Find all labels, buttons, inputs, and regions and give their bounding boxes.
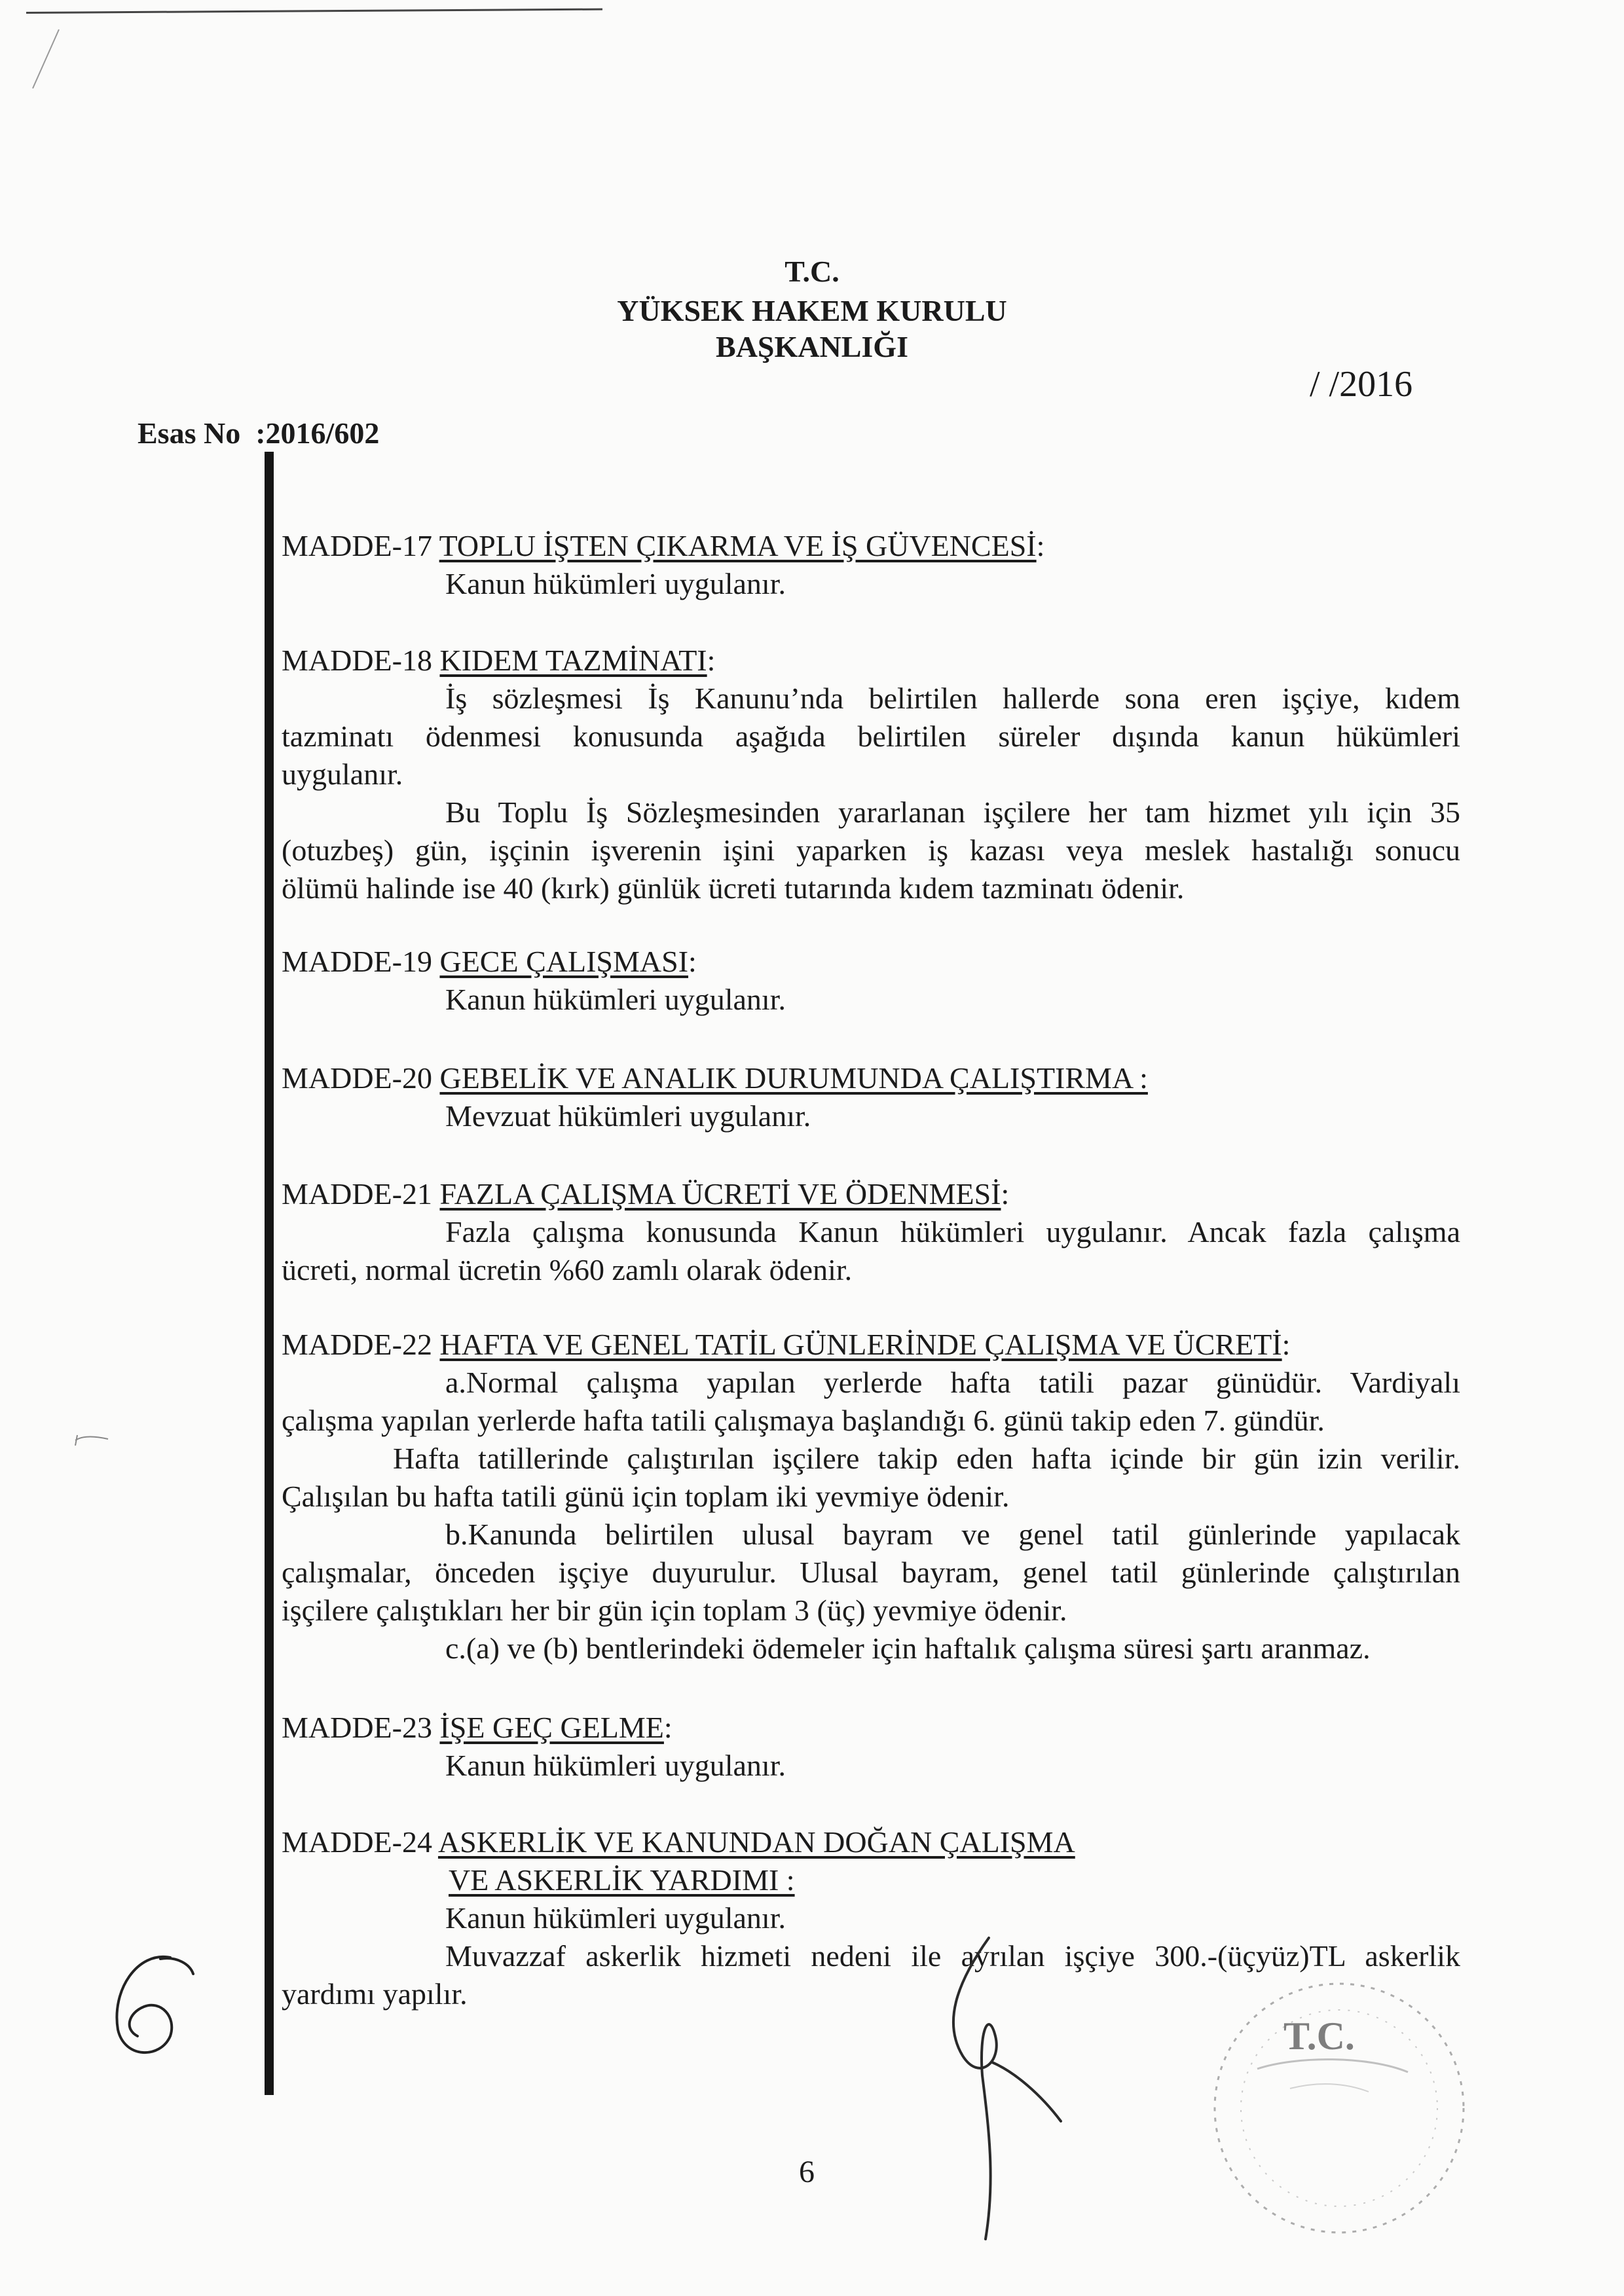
article-text: Kanun hükümleri uygulanır. [445,1901,786,1935]
article-title: ASKERLİK VE KANUNDAN DOĞAN ÇALIŞMA [437,1825,1075,1859]
article-18-heading [282,642,1460,680]
heading-colon: : [1036,529,1045,562]
article-number: MADDE-18 [282,644,432,677]
scan-edge-line [26,9,602,14]
article-number: MADDE-23 [282,1711,432,1744]
article-17-heading [282,527,1460,565]
signature [917,1931,1126,2246]
article-text: Kanun hükümleri uygulanır. [445,983,786,1016]
document-date: / /2016 [1310,364,1413,405]
text-line: a.Normal çalışma yapılan yerlerde hafta tatili pazar günüdür. Vardiyalı [445,1366,1460,1399]
article-title: FAZLA ÇALIŞMA ÜCRETİ VE ÖDENMESİ [439,1177,1001,1211]
article-title: TOPLU İŞTEN ÇIKARMA VE İŞ GÜVENCESİ [439,529,1037,562]
case-number-value: :2016/602 [255,416,380,450]
article-22-heading [282,1326,1460,1364]
margin-scribble [72,1427,111,1453]
article-21 [282,1175,1460,1289]
text-line: tazminatı ödenmesi konusunda aşağıda belirtilen süreler dışında kanun hükümleri [282,720,1460,753]
article-19-heading [282,943,1460,981]
article-text: Kanun hükümleri uygulanır. [445,1749,786,1782]
case-number [138,416,379,450]
header-line-1: T.C. [784,255,840,288]
article-number: MADDE-19 [282,945,432,978]
margin-bar [265,452,274,2095]
heading-colon: : [1001,1177,1010,1211]
heading-colon: : [1282,1328,1291,1361]
text-line: c.(a) ve (b) bentlerindeki ödemeler için haftalık çalışma süresi şartı aranmaz. [445,1631,1371,1665]
header-line-3: BAŞKANLIĞI [716,330,908,363]
article-20 [282,1059,1460,1135]
text-line: b.Kanunda belirtilen ulusal bayram ve genel tatil günlerinde yapılacak [445,1518,1460,1551]
article-text: Mevzuat hükümleri uygulanır. [445,1099,811,1133]
article-number: MADDE-21 [282,1177,432,1211]
text-line: uygulanır. [282,757,403,791]
article-title: GECE ÇALIŞMASI [439,945,689,978]
article-text: Kanun hükümleri uygulanır. [445,567,786,600]
heading-colon: : [707,644,716,677]
article-number: MADDE-22 [282,1328,432,1361]
article-title: İŞE GEÇ GELME [439,1711,664,1744]
article-18 [282,642,1460,907]
text-line: işçilere çalıştıkları her bir gün için toplam 3 (üç) yevmiye ödenir. [282,1594,1067,1627]
header-line-2: YÜKSEK HAKEM KURULU [617,294,1007,327]
text-line: Fazla çalışma konusunda Kanun hükümleri uygulanır. Ancak fazla çalışma [445,1215,1460,1248]
text-line: çalışma yapılan yerlerde hafta tatili çalışmaya başlandığı 6. günü takip eden 7. gündür. [282,1404,1325,1437]
article-number: MADDE-24 [282,1825,432,1859]
article-title: GEBELİK VE ANALIK DURUMUNDA ÇALIŞTIRMA : [439,1061,1148,1095]
text-line: Çalışılan bu hafta tatili günü için toplam iki yevmiye ödenir. [282,1480,1010,1513]
text-line: ölümü halinde ise 40 (kırk) günlük ücreti tutarında kıdem tazminatı ödenir. [282,871,1185,905]
article-19 [282,943,1460,1019]
article-number: MADDE-17 [282,529,432,562]
article-17 [282,527,1460,603]
heading-colon: : [688,945,697,978]
text-line: İş sözleşmesi İş Kanunu’nda belirtilen hallerde sona eren işçiye, kıdem [445,682,1460,715]
official-stamp [1198,1958,1480,2259]
heading-colon: : [663,1711,673,1744]
article-24-heading [282,1823,1460,1861]
stamp-text: T.C. [1283,2014,1355,2058]
text-line: Hafta tatillerinde çalıştırılan işçilere takip eden hafta içinde bir gün izin verilir. [393,1442,1460,1475]
article-21-heading [282,1175,1460,1213]
scan-mark [26,26,65,92]
article-number: MADDE-20 [282,1061,432,1095]
article-title: VE ASKERLİK YARDIMI : [449,1863,795,1897]
handwritten-number [98,1944,196,2069]
article-20-heading [282,1059,1460,1097]
text-line: yardımı yapılır. [282,1977,468,2011]
article-title-cont [282,1861,1460,1899]
article-23-heading [282,1709,1460,1747]
article-title: HAFTA VE GENEL TATİL GÜNLERİNDE ÇALIŞMA VE ÜCRETİ [439,1328,1282,1361]
article-22 [282,1326,1460,1667]
case-number-label: Esas No [138,416,241,450]
page-number: 6 [799,2155,815,2189]
article-title: KIDEM TAZMİNATI [439,644,707,677]
text-line: ücreti, normal ücretin %60 zamlı olarak ödenir. [282,1253,853,1286]
text-line: (otuzbeş) gün, işçinin işverenin işini yaparken iş kazası veya meslek hastalığı sonucu [282,833,1460,867]
article-23 [282,1709,1460,1785]
text-line: Bu Toplu İş Sözleşmesinden yararlanan işçilere her tam hizmet yılı için 35 [445,795,1460,829]
text-line: çalışmalar, önceden işçiye duyurulur. Ulusal bayram, genel tatil günlerinde çalıştırılan [282,1556,1460,1589]
text-line: Muvazzaf askerlik hizmeti nedeni ile ayrılan işçiye 300.-(üçyüz)TL askerlik [445,1939,1460,1973]
